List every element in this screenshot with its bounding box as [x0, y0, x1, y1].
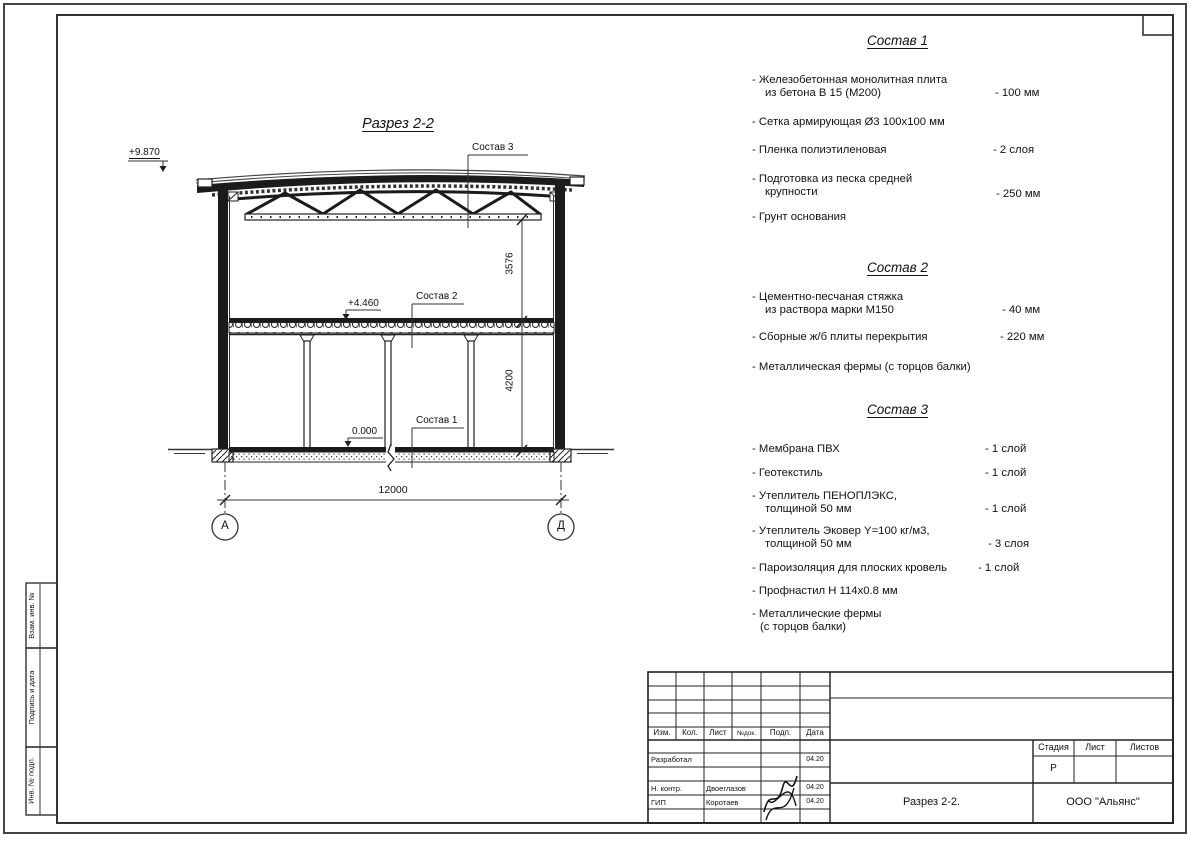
- tb-col-data: Дата: [806, 728, 824, 737]
- tb-col-izm: Изм.: [653, 728, 671, 737]
- elevation-top: +9.870: [129, 147, 160, 158]
- section-title: Разрез 2-2: [362, 116, 434, 132]
- margin-box-inv: Инв. № подл.: [26, 757, 36, 804]
- axis-bubble-a: А: [221, 520, 229, 532]
- tb-company: ООО "Альянс": [1066, 796, 1140, 808]
- list-item-value: - 1 слой: [985, 467, 1027, 479]
- list-item: - Цементно-песчаная стяжка из раствора марки М150: [752, 291, 904, 316]
- dim-4200: 4200: [504, 369, 516, 392]
- tb-col-podp: Подп.: [769, 728, 792, 737]
- elevation-mid: +4.460: [348, 298, 379, 309]
- tb-doc-title: Разрез 2-2.: [902, 796, 961, 808]
- comp1-title: Состав 1: [867, 33, 928, 48]
- list-item: - Сборные ж/б плиты перекрытия: [752, 331, 928, 343]
- tb-col-list: Лист: [709, 728, 727, 737]
- list-item: - Сетка армирующая Ø3 100х100 мм: [752, 116, 945, 128]
- list-item-value: - 250 мм: [996, 188, 1041, 200]
- comp3-title: Состав 3: [867, 402, 928, 417]
- callout-sostav1: Состав 1: [416, 415, 458, 426]
- list-item-value: - 40 мм: [1002, 304, 1041, 316]
- margin-box-vzam: Взам. инв. №: [26, 592, 36, 639]
- list-item: - Грунт основания: [752, 211, 847, 223]
- tb-stage-label: Стадия: [1038, 742, 1069, 752]
- list-item: - Геотекстиль: [752, 467, 823, 479]
- tb-sheets-label: Листов: [1129, 742, 1160, 752]
- list-item: - Подготовка из песка средней крупности: [752, 173, 913, 198]
- tb-sheet-label: Лист: [1085, 742, 1105, 752]
- tb-row-role: ГИП: [651, 798, 666, 807]
- axis-bubble-d: Д: [557, 520, 565, 532]
- dim-3576: 3576: [504, 252, 516, 275]
- list-item-value: - 100 мм: [995, 87, 1040, 99]
- elevation-zero: 0.000: [352, 426, 378, 437]
- comp2-title: Состав 2: [867, 260, 928, 275]
- list-item: - Мембрана ПВХ: [752, 443, 840, 455]
- dim-12000: 12000: [378, 484, 408, 496]
- list-item: - Профнастил Н 114х0.8 мм: [752, 585, 898, 597]
- list-item: - Железобетонная монолитная плита из бетона В 15 (М200): [752, 74, 948, 99]
- list-item: - Пароизоляция для плоских кровель: [752, 562, 948, 574]
- list-item: - Утеплитель ПЕНОПЛЭКС, толщиной 50 мм: [752, 490, 898, 515]
- margin-box-podpis: Подпись и дата: [26, 670, 36, 725]
- tb-row-date: 04.20: [806, 798, 824, 805]
- tb-row-date: 04.20: [806, 756, 824, 763]
- signature-scribble: [764, 776, 797, 820]
- tb-stage-value: Р: [1050, 763, 1057, 774]
- list-item: - Пленка полиэтиленовая: [752, 144, 887, 156]
- list-item-value: - 220 мм: [1000, 331, 1045, 343]
- tb-row-name: Коротаев: [706, 798, 739, 807]
- tb-row-name: Двоеглазов: [706, 784, 746, 793]
- list-item-value: - 1 слой: [978, 562, 1020, 574]
- tb-row-role: Н. контр.: [651, 784, 682, 793]
- list-item-value: - 3 слоя: [988, 538, 1030, 550]
- callout-sostav2: Состав 2: [416, 291, 458, 302]
- list-item: - Металлическая фермы (с торцов балки): [752, 361, 971, 373]
- list-item: - Утеплитель Эковер Y=100 кг/м3, толщиной 50 мм: [752, 525, 930, 550]
- list-item-value: - 1 слой: [985, 503, 1027, 515]
- tb-row-date: 04.20: [806, 784, 824, 791]
- tb-col-kol: Кол.: [682, 728, 698, 737]
- tb-col-ndok: №док.: [736, 730, 757, 737]
- callout-sostav3: Состав 3: [472, 142, 514, 153]
- tb-row-role: Разработал: [651, 755, 692, 764]
- list-item-value: - 2 слоя: [993, 144, 1035, 156]
- list-item: - Металлические фермы (с торцов балки): [752, 608, 882, 633]
- list-item-value: - 1 слой: [985, 443, 1027, 455]
